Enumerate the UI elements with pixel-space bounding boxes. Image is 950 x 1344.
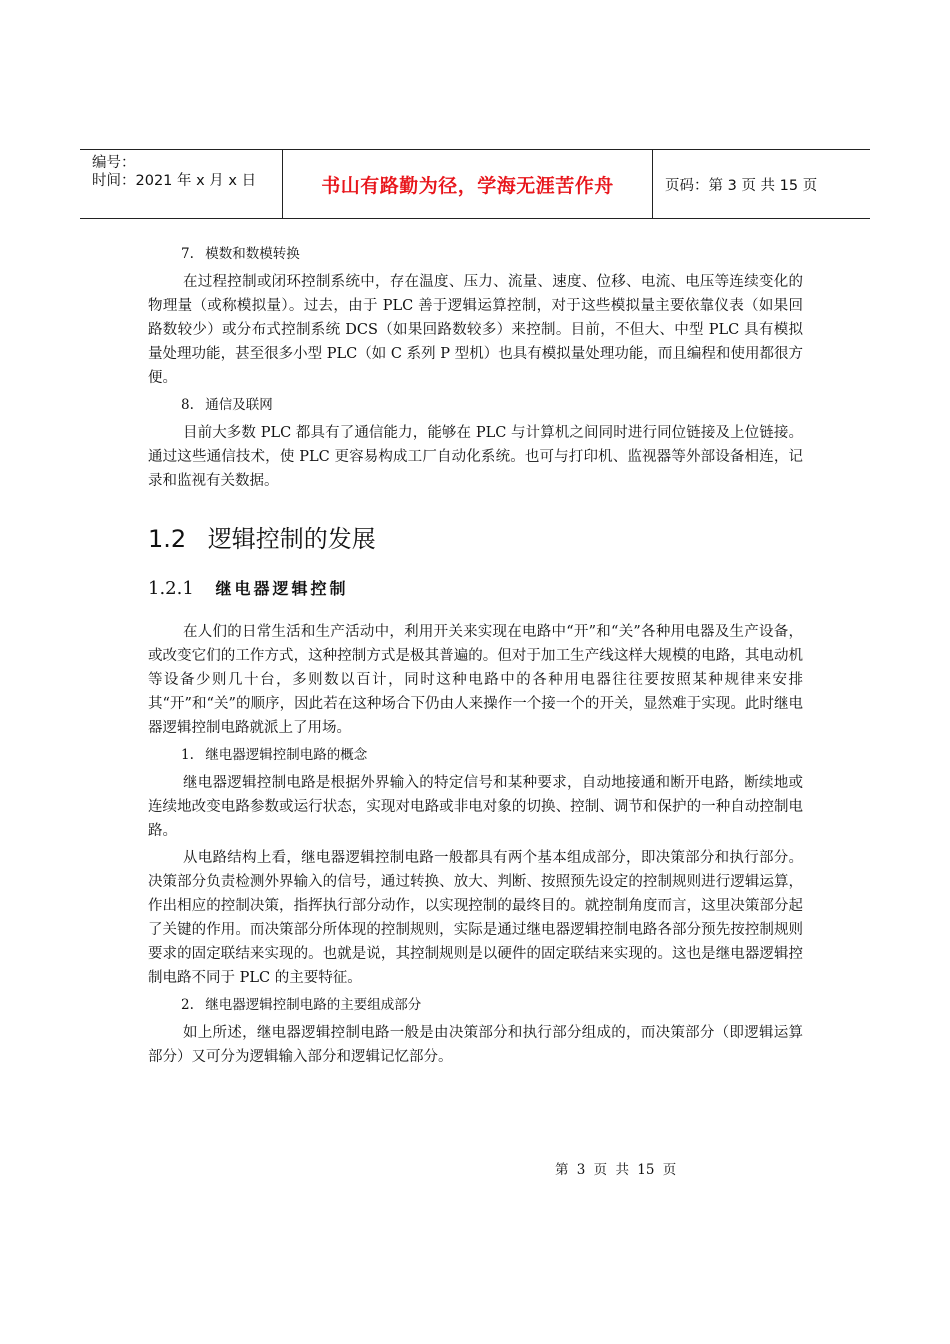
doc-number-label: 编号：	[92, 155, 136, 171]
header-page-cell	[653, 150, 870, 218]
page-footer: 第 3 页 共 15 页	[555, 1162, 677, 1178]
paragraph-concept: 继电器逻辑控制电路是根据外界输入的特定信号和某种要求，自动地接通和断开电路，断续地或连续地改变电路参数或运行状态，实现对电路或非电对象的切换、控制、调节和保护的一种自动控制电路。	[148, 775, 803, 839]
paragraph-components: 如上所述，继电器逻辑控制电路一般是由决策部分和执行部分组成的，而决策部分（即逻辑运算部分）又可分为逻辑输入部分和逻辑记忆部分。	[148, 1025, 803, 1065]
paragraph-intro: 在人们的日常生活和生产活动中，利用开关来实现在电路中“开”和“关”各种用电器及生产设备，或改变它们的工作方式，这种控制方式是极其普遍的。但对于加工生产线这样大规模的电路，其电动机等设备少则几十台，多则数以百计，同时这种电路中的各种用电器往往要按照某种规律来安排其“开”和“关”的顺序，因此若在这种场合下仍由人来操作一个接一个的开关，显然难于实现。此时继电器逻辑控制电路就派上了用场。	[148, 624, 803, 736]
list-number: 2.	[181, 997, 194, 1013]
list-number: 1.	[181, 747, 194, 763]
paragraph-analog-conversion: 在过程控制或闭环控制系统中，存在温度、压力、流量、速度、位移、电流、电压等连续变化的物理量（或称模拟量）。过去，由于 PLC 善于逻辑运算控制，对于这些模拟量主要依靠仪表（如果回路数较少）或分布式控制系统 DCS（如果回路数较多）来控制。目前，不但大、中型 PLC 具有模拟量处理功能，甚至很多小型 PLC（如 C 系列 P 型机）也具有模拟量处理功能，而且编程和使用都很方便。	[148, 274, 803, 386]
subsection-title: 继电器逻辑控制	[215, 579, 349, 598]
section-title: 逻辑控制的发展	[207, 525, 376, 553]
paragraph-communication: 目前大多数 PLC 都具有了通信能力，能够在 PLC 与计算机之间同时进行同位链接及上位链接。通过这些通信技术，使 PLC 更容易构成工厂自动化系统。也可与打印机、监视器等外部设备相连，记录和监视有关数据。	[148, 425, 803, 489]
list-heading-text: 模数和数模转换	[205, 246, 300, 262]
list-heading-2	[181, 993, 803, 1017]
list-heading-7	[181, 242, 803, 266]
paragraph-structure: 从电路结构上看，继电器逻辑控制电路一般都具有两个基本组成部分，即决策部分和执行部分。决策部分负责检测外界输入的信号，通过转换、放大、判断、按照预先设定的控制规则进行逻辑运算，作出相应的控制决策，指挥执行部分动作，以实现控制的最终目的。就控制角度而言，这里决策部分起了关键的作用。而决策部分所体现的控制规则，实际是通过继电器逻辑控制电路各部分预先按控制规则要求的固定联结来实现的。也就是说，其控制规则是以硬件的固定联结来实现的。这也是继电器逻辑控制电路不同于 PLC 的主要特征。	[148, 850, 803, 986]
page-header	[80, 149, 870, 219]
list-number: 7.	[181, 246, 194, 262]
list-heading-8	[181, 393, 803, 417]
subsection-number: 1.2.1	[148, 578, 194, 599]
list-heading-text: 继电器逻辑控制电路的概念	[205, 747, 368, 763]
document-body	[148, 242, 803, 1072]
header-motto: 书山有路勤为径，学海无涯苦作舟	[321, 174, 614, 197]
list-heading-1	[181, 743, 803, 767]
date-text: 时间：2021 年 x 月 x 日	[92, 173, 257, 189]
subsection-heading	[148, 575, 803, 603]
section-heading	[148, 522, 803, 556]
list-heading-text: 通信及联网	[205, 397, 273, 413]
header-motto-cell	[282, 150, 653, 218]
header-page-info: 页码：第 3 页 共 15 页	[665, 177, 818, 194]
list-heading-text: 继电器逻辑控制电路的主要组成部分	[205, 997, 422, 1013]
header-left-cell	[80, 150, 282, 218]
list-number: 8.	[181, 397, 194, 413]
section-number: 1.2	[148, 525, 187, 553]
